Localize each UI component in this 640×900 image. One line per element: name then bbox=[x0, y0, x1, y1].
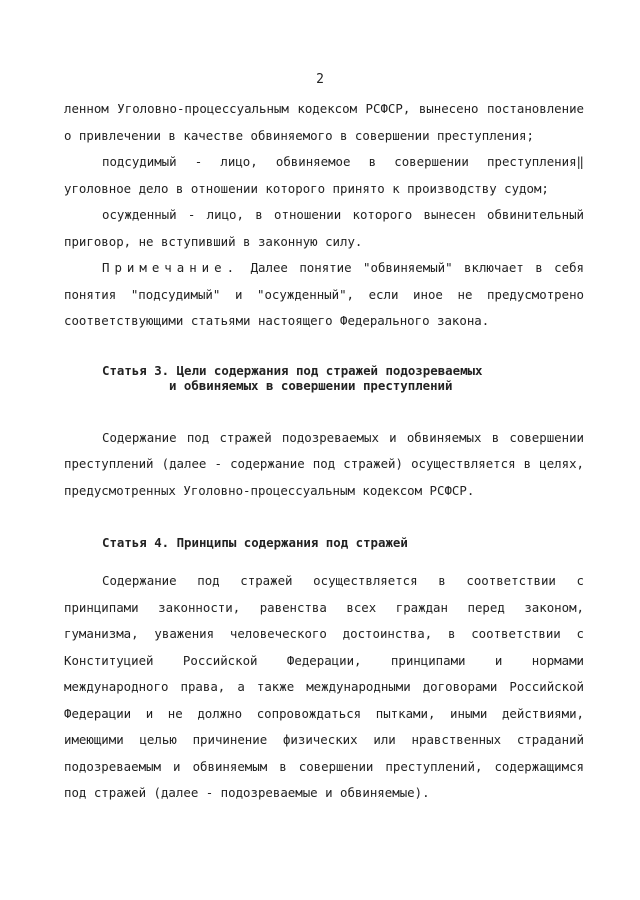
article-3-heading-line-1: Статья 3. Цели содержания под стражей подозреваемых bbox=[102, 362, 483, 378]
article-4-text: Содержание под стражей осуществляется в соответствии с принципами законности, равенства всех граждан перед законом, гуманизма, уважения человеческого достоинства, в соответствии с Конституцией Российской Федерации, принципами и нормами международного права, а также международными договорами Российской Федерации и не должно сопровождаться пытками, иными действиями, имеющими целью причинение физических или нравственных страданий подозреваемым и обвиняемым в совершении преступлений, содержащимся под стражей (далее - подозреваемые и обвиняемые). bbox=[64, 573, 584, 800]
article-4-heading: Статья 4. Принципы содержания под стражей bbox=[102, 535, 408, 550]
note-text: Далее понятие "обвиняемый" включает в себя понятия "подсудимый" и "осужденный", если иное не предусмотрено соответствующими статьями настоящего Федерального закона. bbox=[64, 260, 585, 328]
note-label: Примечание. bbox=[102, 260, 240, 275]
paragraph-osuzhdenny: осужденный - лицо, в отношении которого вынесен обвинительный приговор, не вступивший в законную силу. bbox=[64, 207, 584, 249]
article-3-text: Содержание под стражей подозреваемых и обвиняемых в совершении преступлений (далее - содержание под стражей) осуществляется в целях, предусмотренных Уголовно-процессуальным кодексом РСФСР. bbox=[64, 429, 584, 498]
paragraph-continuation: ленном Уголовно-процессуальным кодексом РСФСР, вынесено постановление о привлечении в качестве обвиняемого в совершении преступления; bbox=[64, 101, 584, 143]
paragraph-podsudimy: подсудимый - лицо, обвиняемое в совершении преступления‖ уголовное дело в отношении которого принято к производству судом; bbox=[64, 154, 584, 196]
article-3-heading bbox=[64, 363, 584, 393]
article-3-heading-line-2: и обвиняемых в совершении преступлений bbox=[169, 377, 453, 393]
paragraph-note bbox=[64, 255, 584, 335]
page-number: 2 bbox=[316, 72, 324, 87]
document-body bbox=[64, 96, 584, 807]
